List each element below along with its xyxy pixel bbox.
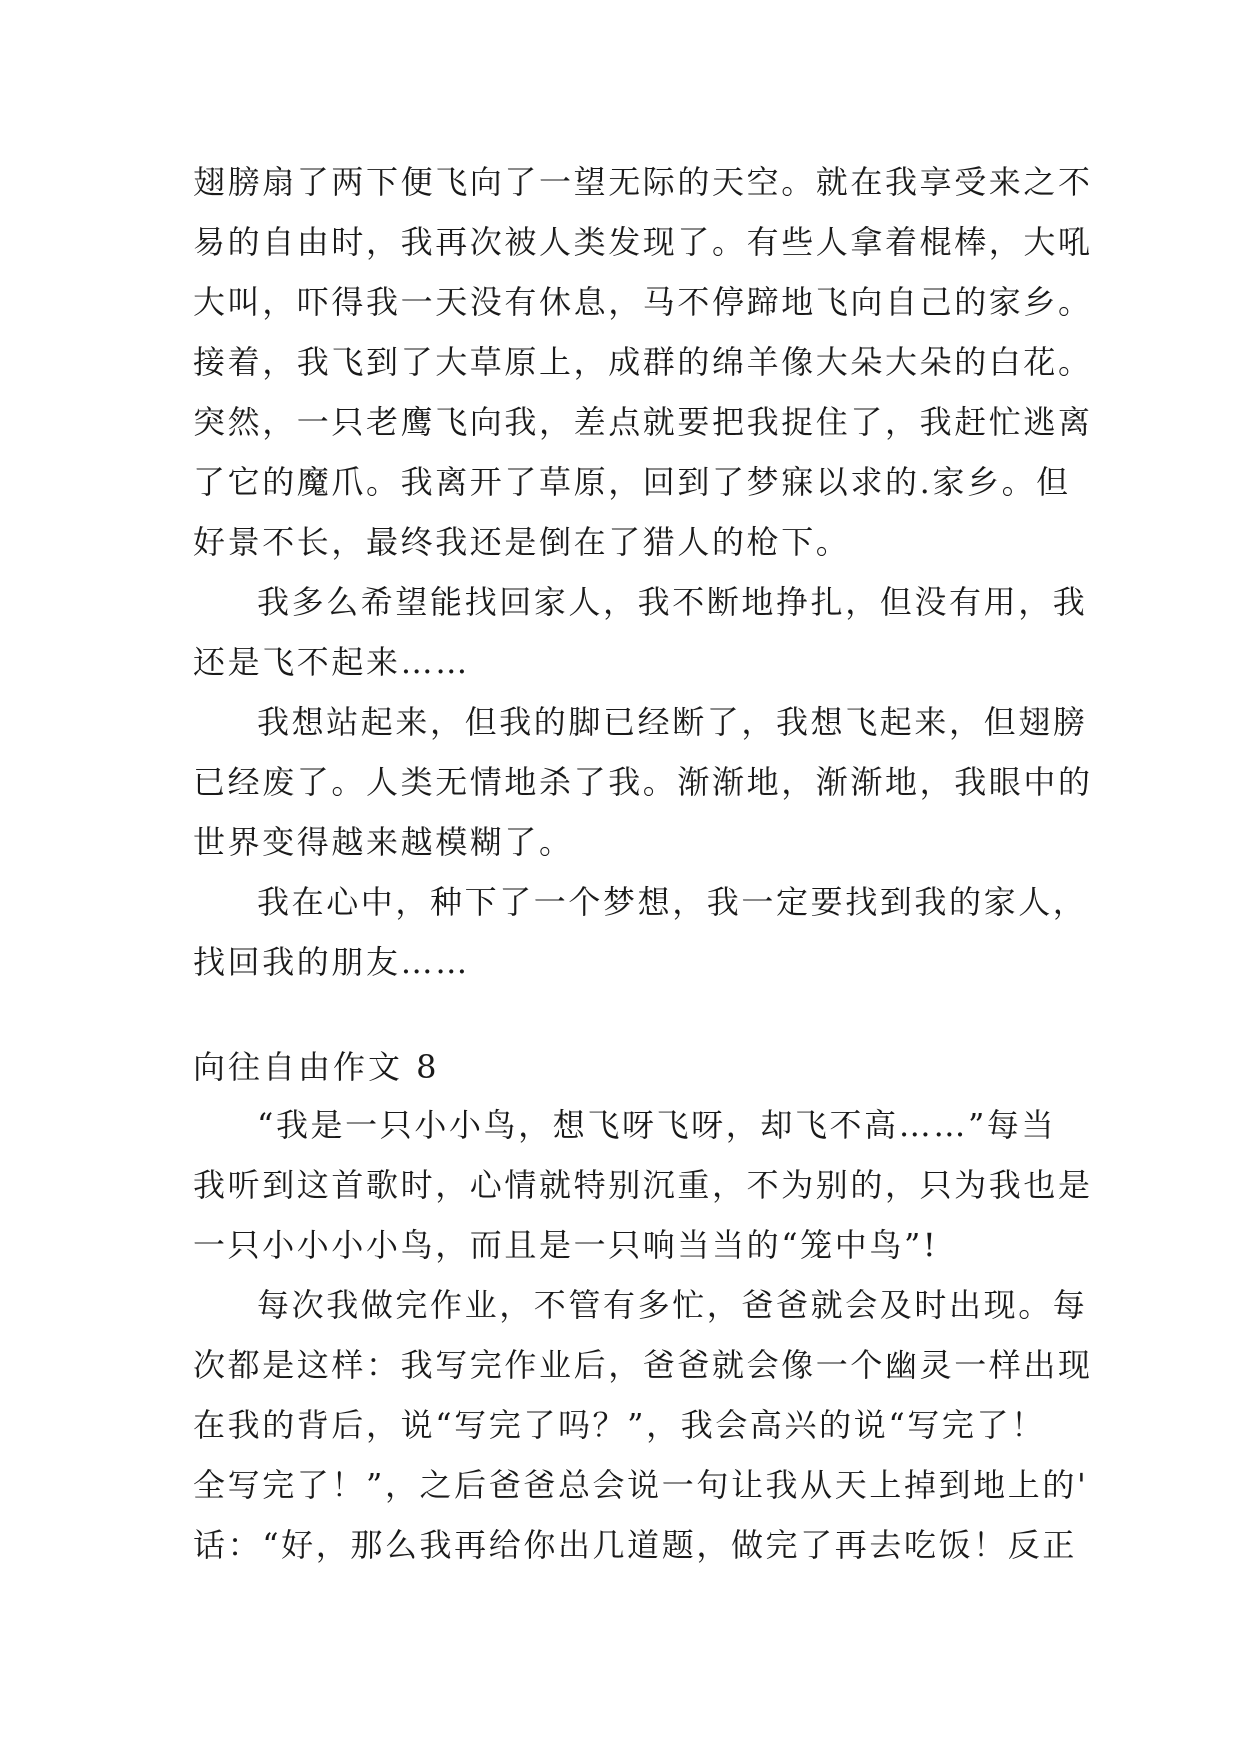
text-line: 易的自由时，我再次被人类发现了。有些人拿着棍棒，大吼 bbox=[193, 223, 1093, 261]
text-line: 我听到这首歌时，心情就特别沉重，不为别的，只为我也是 bbox=[193, 1166, 1093, 1204]
text-line: 全写完了！”，之后爸爸总会说一句让我从天上掉到地上的' bbox=[193, 1466, 1089, 1504]
paragraph-start-line: 每次我做完作业，不管有多忙，爸爸就会及时出现。每 bbox=[257, 1286, 1088, 1324]
text-line: 找回我的朋友…… bbox=[193, 943, 470, 981]
text-line: 接着，我飞到了大草原上，成群的绵羊像大朵大朵的白花。 bbox=[193, 343, 1093, 381]
text-line: 世界变得越来越模糊了。 bbox=[193, 823, 574, 861]
text-line: 已经废了。人类无情地杀了我。渐渐地，渐渐地，我眼中的 bbox=[193, 763, 1093, 801]
paragraph-start-line: 我想站起来，但我的脚已经断了，我想飞起来，但翅膀 bbox=[257, 703, 1088, 741]
text-line: 一只小小小小鸟，而且是一只响当当的“笼中鸟”! bbox=[193, 1226, 939, 1264]
text-line: 了它的魔爪。我离开了草原，回到了梦寐以求的.家乡。但 bbox=[193, 463, 1071, 501]
paragraph-start-line: 我在心中，种下了一个梦想，我一定要找到我的家人， bbox=[257, 883, 1088, 921]
text-line: 次都是这样：我写完作业后，爸爸就会像一个幽灵一样出现 bbox=[193, 1346, 1093, 1384]
text-line: 还是飞不起来…… bbox=[193, 643, 470, 681]
text-line: 在我的背后，说“写完了吗？”，我会高兴的说“写完了！ bbox=[193, 1406, 1046, 1444]
text-line: 翅膀扇了两下便飞向了一望无际的天空。就在我享受来之不 bbox=[193, 163, 1093, 201]
text-line: 突然，一只老鹰飞向我，差点就要把我捉住了，我赶忙逃离 bbox=[193, 403, 1093, 441]
text-line: 好景不长，最终我还是倒在了猎人的枪下。 bbox=[193, 523, 851, 561]
section-title: 向往自由作文 8 bbox=[193, 1048, 440, 1086]
text-line: 大叫，吓得我一天没有休息，马不停蹄地飞向自己的家乡。 bbox=[193, 283, 1093, 321]
text-line: 话：“好，那么我再给你出几道题，做完了再去吃饭！反正 bbox=[193, 1526, 1077, 1564]
paragraph-start-line: “我是一只小小鸟，想飞呀飞呀，却飞不高……”每当 bbox=[257, 1106, 1057, 1144]
paragraph-start-line: 我多么希望能找回家人，我不断地挣扎，但没有用，我 bbox=[257, 583, 1088, 621]
